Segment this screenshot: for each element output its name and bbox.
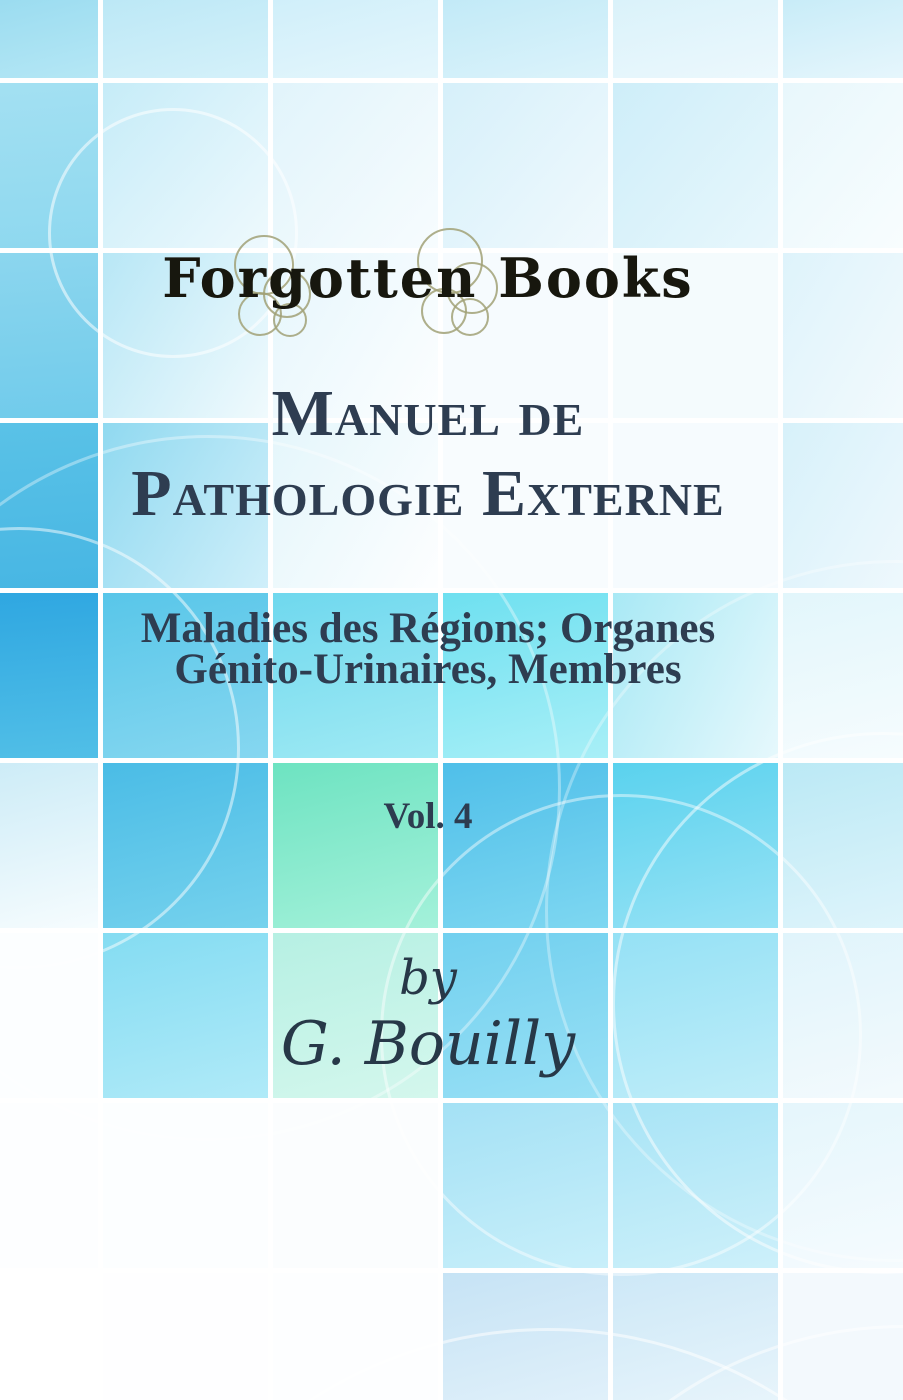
title-line-1: Manuel de <box>271 377 585 450</box>
subtitle-line-1: Maladies des Régions; Organes <box>140 605 716 652</box>
book-subtitle <box>0 605 856 693</box>
by-label: by <box>399 950 457 1006</box>
book-title <box>0 374 856 534</box>
publisher-logo: Forgotten Books <box>162 246 694 310</box>
author-name: G. Bouilly <box>280 1009 576 1079</box>
title-line-2: Pathologie Externe <box>131 457 725 530</box>
subtitle-line-2: Génito-Urinaires, Membres <box>174 646 682 693</box>
volume-label: Vol. 4 <box>383 796 473 837</box>
